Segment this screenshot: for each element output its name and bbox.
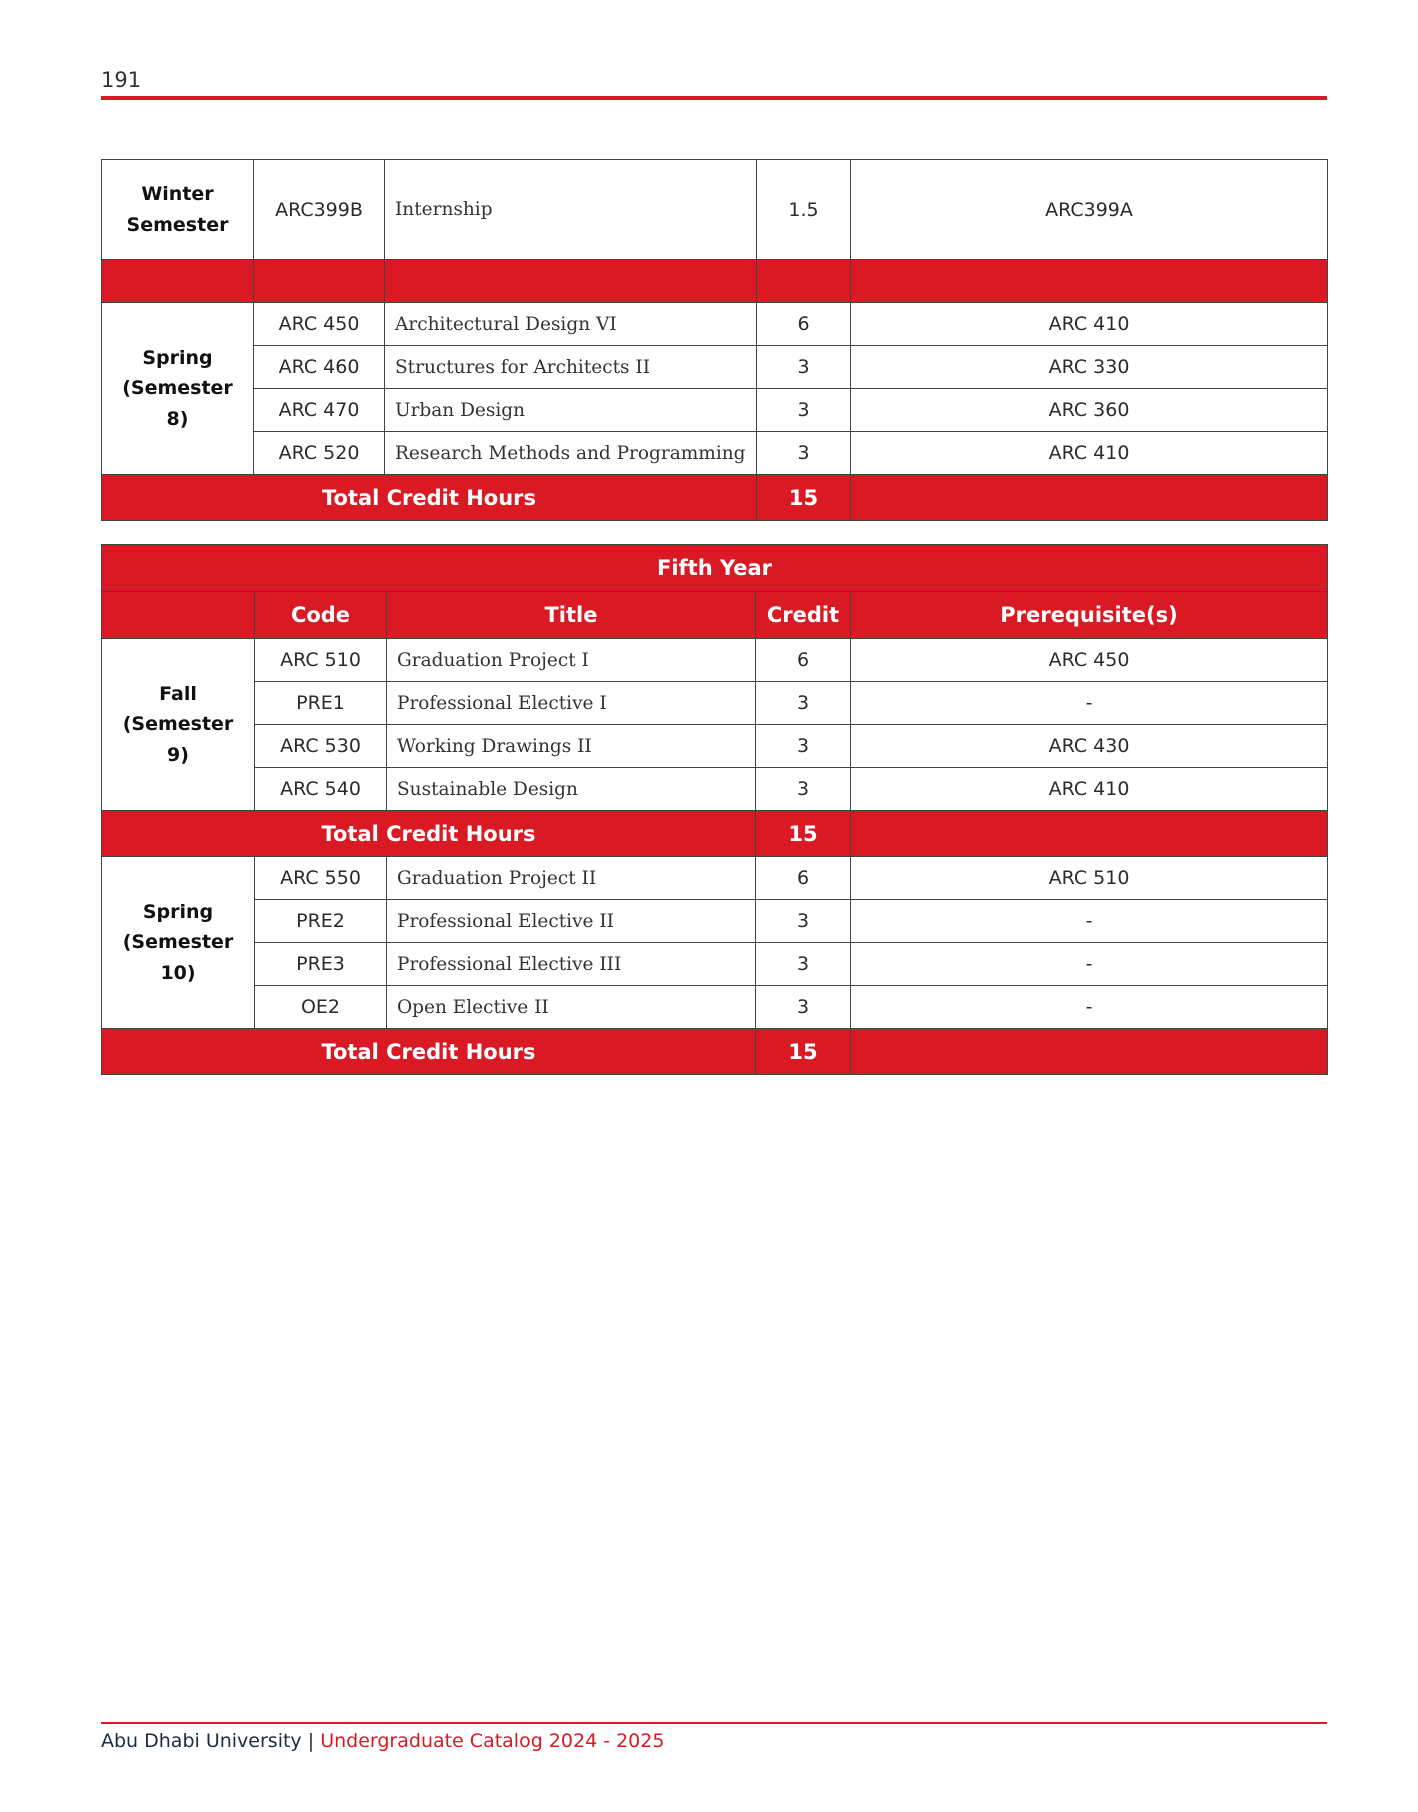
course-title: Urban Design: [385, 389, 757, 432]
total-value: 15: [756, 1029, 851, 1075]
course-code: ARC399B: [254, 160, 385, 260]
semester-name: Fall: [159, 682, 197, 705]
table-row: [102, 900, 1328, 943]
course-prerequisite: ARC399A: [851, 160, 1328, 260]
course-code: ARC 460: [254, 346, 385, 389]
footer-university: Abu Dhabi University: [101, 1730, 302, 1752]
footer-separator: |: [307, 1730, 315, 1752]
course-prerequisite: ARC 410: [851, 303, 1328, 346]
page-number: 191: [101, 68, 142, 92]
course-prerequisite: -: [851, 943, 1328, 986]
course-title: Structures for Architects II: [385, 346, 757, 389]
semester-name: Spring: [142, 346, 213, 369]
course-prerequisite: ARC 410: [851, 768, 1328, 811]
table-row: [102, 160, 1328, 260]
course-credit: 6: [756, 857, 851, 900]
course-credit: 3: [756, 943, 851, 986]
course-prerequisite: -: [851, 682, 1328, 725]
column-header-credit: Credit: [756, 592, 851, 639]
semester-number: (Semester 10): [122, 931, 234, 984]
table-row: [102, 725, 1328, 768]
column-header-row: [102, 592, 1328, 639]
table-row: [102, 639, 1328, 682]
total-label: Total Credit Hours: [102, 811, 756, 857]
course-title: Professional Elective I: [387, 682, 756, 725]
total-value: 15: [756, 811, 851, 857]
course-prerequisite: ARC 450: [851, 639, 1328, 682]
column-header-title: Title: [387, 592, 756, 639]
total-label: Total Credit Hours: [102, 475, 757, 521]
course-code: OE2: [255, 986, 387, 1029]
column-header-code: Code: [255, 592, 387, 639]
course-prerequisite: -: [851, 900, 1328, 943]
course-prerequisite: ARC 360: [851, 389, 1328, 432]
total-row: [102, 1029, 1328, 1075]
course-prerequisite: ARC 430: [851, 725, 1328, 768]
footer-rule: [101, 1722, 1327, 1724]
course-title: Open Elective II: [387, 986, 756, 1029]
course-code: PRE3: [255, 943, 387, 986]
footer: [101, 1730, 664, 1752]
semester-label-winter: Winter Semester: [102, 160, 254, 260]
course-title: Graduation Project II: [387, 857, 756, 900]
table-row: [102, 986, 1328, 1029]
semester-number: (Semester 9): [122, 713, 234, 766]
total-label: Total Credit Hours: [102, 1029, 756, 1075]
course-title: Research Methods and Programming: [385, 432, 757, 475]
separator-row: [102, 260, 1328, 303]
course-code: ARC 450: [254, 303, 385, 346]
course-credit: 6: [756, 639, 851, 682]
course-prerequisite: ARC 330: [851, 346, 1328, 389]
table-row: [102, 303, 1328, 346]
course-title: Professional Elective II: [387, 900, 756, 943]
course-code: ARC 520: [254, 432, 385, 475]
course-credit: 3: [756, 768, 851, 811]
course-prerequisite: -: [851, 986, 1328, 1029]
table-row: [102, 682, 1328, 725]
course-credit: 3: [757, 346, 851, 389]
semester-label-spring-8: [102, 303, 254, 475]
course-credit: 3: [757, 432, 851, 475]
course-code: ARC 530: [255, 725, 387, 768]
course-credit: 3: [756, 900, 851, 943]
course-code: ARC 510: [255, 639, 387, 682]
table-row: [102, 857, 1328, 900]
course-prerequisite: ARC 410: [851, 432, 1328, 475]
course-title: Internship: [385, 160, 757, 260]
table-row: [102, 432, 1328, 475]
course-code: ARC 470: [254, 389, 385, 432]
semester-label-fall-9: [102, 639, 255, 811]
footer-catalog: Undergraduate Catalog 2024 - 2025: [320, 1730, 665, 1752]
course-code: PRE2: [255, 900, 387, 943]
course-prerequisite: ARC 510: [851, 857, 1328, 900]
course-code: ARC 540: [255, 768, 387, 811]
table-row: [102, 346, 1328, 389]
course-credit: 1.5: [757, 160, 851, 260]
semester-number: (Semester 8): [122, 377, 233, 430]
total-value: 15: [757, 475, 851, 521]
total-row: [102, 475, 1328, 521]
semester-label-spring-10: [102, 857, 255, 1029]
course-credit: 3: [756, 682, 851, 725]
course-title: Professional Elective III: [387, 943, 756, 986]
column-header-prerequisite: Prerequisite(s): [851, 592, 1328, 639]
table-row: [102, 768, 1328, 811]
course-code: ARC 550: [255, 857, 387, 900]
total-row: [102, 811, 1328, 857]
course-title: Working Drawings II: [387, 725, 756, 768]
column-header-semester: [102, 592, 255, 639]
course-credit: 3: [756, 725, 851, 768]
table-row: [102, 943, 1328, 986]
table-heading-row: [102, 545, 1328, 592]
course-code: PRE1: [255, 682, 387, 725]
table-row: [102, 389, 1328, 432]
course-title: Architectural Design VI: [385, 303, 757, 346]
header-rule: [101, 96, 1327, 100]
curriculum-table-continued: [101, 159, 1328, 521]
year-heading: Fifth Year: [102, 545, 1328, 592]
course-credit: 3: [756, 986, 851, 1029]
course-title: Graduation Project I: [387, 639, 756, 682]
course-credit: 6: [757, 303, 851, 346]
fifth-year-table: [101, 544, 1328, 1075]
course-credit: 3: [757, 389, 851, 432]
semester-name: Spring: [142, 900, 214, 923]
course-title: Sustainable Design: [387, 768, 756, 811]
